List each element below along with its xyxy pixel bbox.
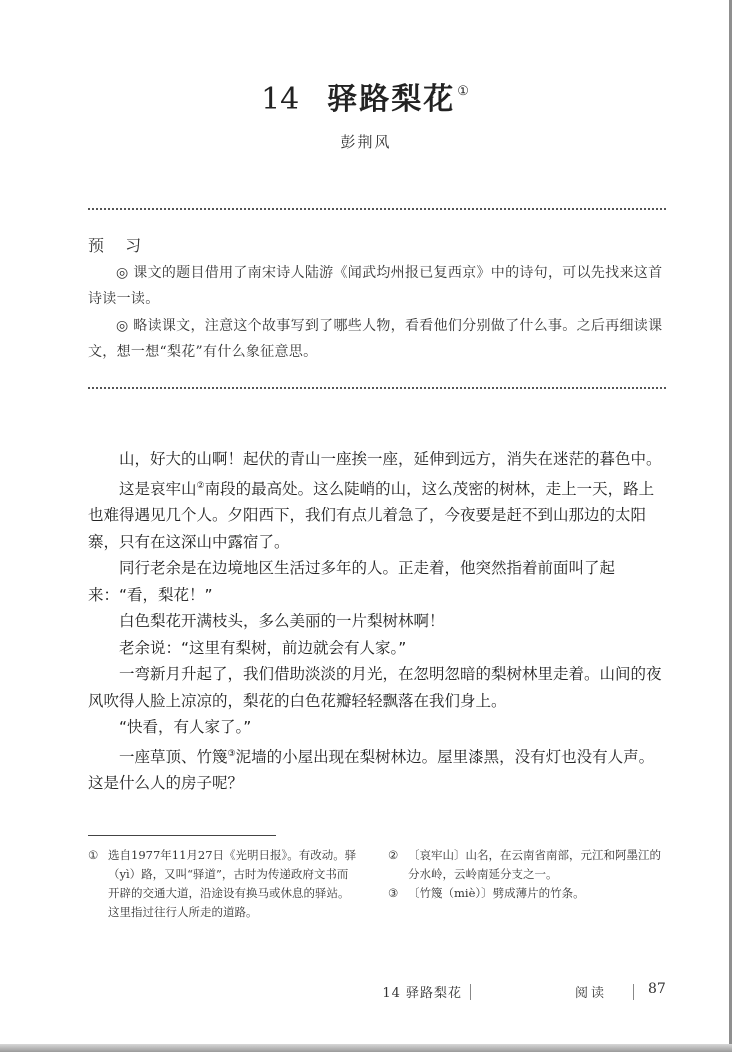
page-footer: [0, 982, 732, 1002]
preview-bottom-divider: [88, 387, 666, 389]
footnote-1: [88, 846, 358, 922]
footer-separator-1: [470, 984, 471, 1000]
author-name: 彭荆风: [340, 133, 392, 151]
footnote-1-mark: ①: [88, 848, 99, 862]
footnote-2-text: 〔哀牢山〕山名，在云南省南部，元江和阿墨江的分水岭，云岭南延分支之一。: [408, 848, 661, 881]
footer-lesson-title: 14 驿路梨花: [382, 986, 462, 1001]
paragraph-2-part-b: 南段的最高处。这么陡峭的山，这么茂密的树林，走上一天，路上也难得遇见几个人。夕阳西下，我们有点儿着急了，今夜要是赶不到山那边的太阳寨，只有在这深山中露宿了。: [88, 479, 655, 551]
preview-heading: 预 习: [88, 236, 150, 255]
footnote-3: [388, 884, 666, 903]
lesson-title: [0, 74, 732, 118]
footnote-2: [388, 846, 666, 884]
preview-item-1: ◎ 课文的题目借用了南宋诗人陆游《闻武均州报已复西京》中的诗句，可以先找来这首诗读一读。: [88, 265, 663, 307]
footnote-rule: [88, 835, 276, 836]
paragraph-5: 老余说：“这里有梨树，前边就会有人家。”: [119, 638, 407, 657]
footnote-3-mark: ③: [388, 886, 399, 900]
lesson-title-text: 驿路梨花: [327, 82, 456, 117]
title-footnote-mark: ①: [457, 84, 471, 99]
footnote-mark-2: ②: [196, 480, 205, 491]
paragraph-7: “快看，有人家了。”: [119, 718, 252, 736]
preview-top-divider: [88, 208, 666, 210]
paragraph-1: 山，好大的山啊！起伏的青山一座挨一座，延伸到远方，消失在迷茫的暮色中。: [119, 450, 662, 468]
paragraph-3: 同行老余是在边境地区生活过多年的人。正走着，他突然指着前面叫了起来：“看，梨花！”: [88, 559, 616, 604]
page-bottom-edge: [0, 1044, 732, 1052]
paragraph-2-part-a: 这是哀牢山: [119, 479, 197, 498]
footnote-2-mark: ②: [388, 848, 399, 862]
paragraph-8-part-a: 一座草顶、竹篾: [119, 747, 228, 766]
footnote-3-text: 〔竹篾（miè）〕劈成薄片的竹条。: [408, 886, 585, 900]
paragraph-8-part-b: 泥墙的小屋出现在梨树林边。屋里漆黑，没有灯也没有人声。这是什么人的房子呢？: [88, 747, 655, 792]
footnotes-left-column: [88, 846, 358, 922]
footnote-1-text: 选自1977年11月27日《光明日报》。有改动。驿（yì）路，又叫“驿道”，古时为传递政府文书而开辟的交通大道，沿途设有换马或休息的驿站。这里指过往行人所走的道路。: [108, 848, 357, 919]
footer-section-name: 阅读: [575, 986, 608, 1001]
footnotes-right-column: [388, 846, 666, 903]
preview-item-2: ◎ 略读课文，注意这个故事写到了哪些人物，看看他们分别做了什么事。之后再细读课文，想一想“梨花”有什么象征意思。: [88, 318, 663, 360]
footnote-mark-3: ③: [227, 748, 236, 759]
lesson-number: 14: [261, 82, 300, 117]
page-number: 87: [648, 981, 666, 997]
main-text: [88, 446, 666, 797]
paragraph-8: [88, 741, 666, 797]
paragraph-4: 白色梨花开满枝头，多么美丽的一片梨树林啊！: [119, 612, 445, 630]
paragraph-2: [88, 473, 666, 556]
footer-separator-2: [633, 984, 634, 1000]
paragraph-6: 一弯新月升起了，我们借助淡淡的月光，在忽明忽暗的梨树林里走着。山间的夜风吹得人脸上凉凉的，梨花的白色花瓣轻轻飘落在我们身上。: [88, 665, 662, 710]
